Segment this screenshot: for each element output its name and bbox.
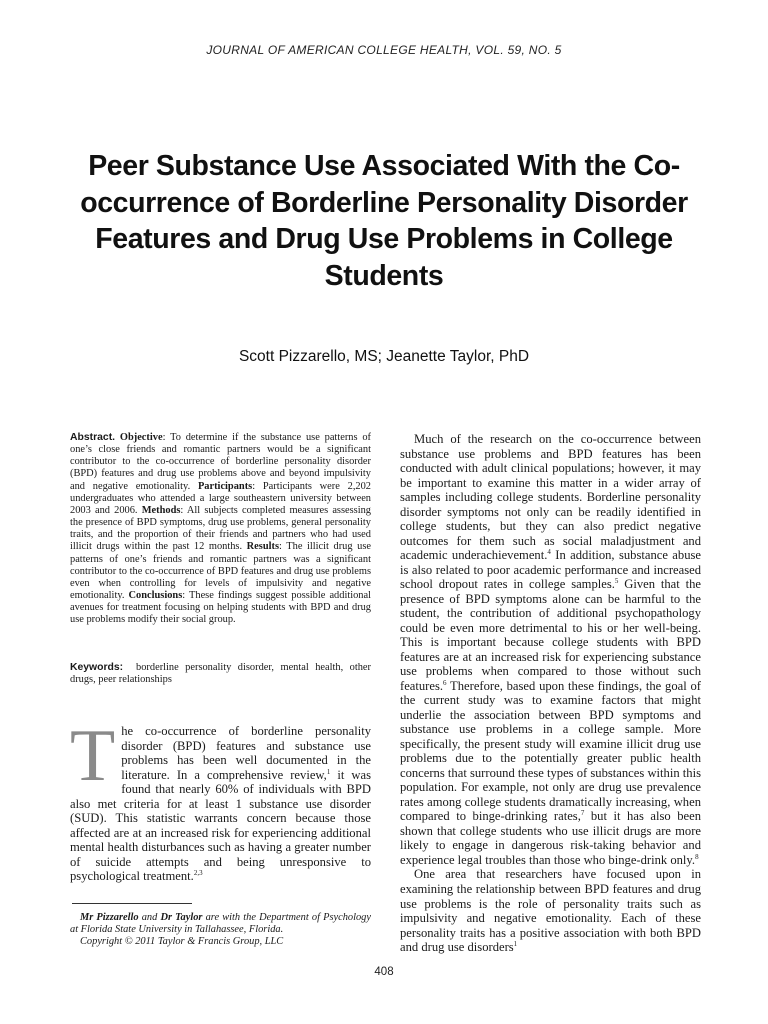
citation-ref: 6 [443,678,447,687]
methods-label: Methods [141,504,181,516]
objective-label: Objective [119,432,163,443]
drop-cap: T [70,715,116,797]
participants-label: Participants [197,480,253,492]
abstract [70,432,371,627]
body-text: Much of the research on the co-occurrence between substance use problems and BPD features has been conducted with adult clinical populations; however, it may be important to examine this matter in a wider array of samples including college students. Borderline personality disorder symptoms not only can be readily identified in college students, but they can also predict negative outcomes for them such as social maladjustment and academic underachievement. [400,432,701,563]
page-number: 408 [374,966,394,978]
body-paragraph [400,867,701,954]
body-text: One area that researchers have focused upon in examining the relationship between BPD features and drug use problems is the role of personality traits such as impulsivity and negative emotionality. Each of these personality traits has a positive association with both BPD and drug use disorders [400,867,701,955]
abstract-heading: Abstract. [70,432,116,443]
conclusions-text: : These findings suggest possible additional avenues for treatment focusing on helping students with BPD and drug use problems modify their social group. [70,590,371,626]
keywords [70,662,371,686]
citation-ref: 1 [513,939,518,948]
author-name: Dr Taylor [160,912,203,923]
body-text: In addition, substance abuse is also related to poor academic performance and increased school dropout rates in college samples. [400,548,701,592]
objective-text: : To determine if the substance use patterns of one’s close friends and romantic partners would be a significant contributor to the co-occurrence of borderline personality disorder (BPD) features and drug use problems above and beyond impulsivity and negative emotionality. [70,432,371,492]
body-paragraph [400,432,701,867]
methods-text: : All subjects completed measures assessing the presence of BPD symptoms, drug use problems, general personality traits, and the proportion of their friends and partners who had used illicit drugs within the past 12 months. [70,504,371,553]
citation-ref: 1 [326,767,331,776]
running-head: JOURNAL OF AMERICAN COLLEGE HEALTH, VOL. 59, NO. 5 [206,43,562,57]
citation-ref: 5 [614,576,619,585]
body-text: Therefore, based upon these findings, the goal of the current study was to examine factors that might underlie the association between BPD symptoms and substance use problems in a college sample. More specifically, the present study will examine illicit drug use problems due to the potentially greater public health concerns that surround these types of substances within this population. For example, not only are drug use prevalence rates among college students dramatically increasing, when compared to binge-drinking rates, [400,678,701,824]
author-name: Mr Pizzarello [80,912,139,923]
citation-ref: 2,3 [193,869,203,878]
author-affiliation-footnote [70,912,371,949]
right-column [400,432,701,955]
body-text: but it has also been shown that college students who use illicit drugs are more likely to engage in dangerous risk-taking behavior and experience legal troubles than those who binge-drink only. [400,809,701,867]
author-line: Scott Pizzarello, MS; Jeanette Taylor, PhD [238,348,530,365]
citation-ref: 4 [547,547,551,556]
footnote-connector: and [138,912,161,923]
citation-ref: 8 [695,852,699,861]
keywords-text: borderline personality disorder, mental health, other drugs, peer relationships [70,662,371,686]
results-label: Results [246,541,279,553]
copyright-notice: Copyright © 2011 Taylor & Francis Group, LLC [80,936,284,948]
article-title: Peer Substance Use Associated With the Co-occurrence of Borderline Personality Disorder Features and Drug Use Problems in College Students [80,150,688,292]
footnote-text: are with the Department of Psychology at Florida State University in Tallahassee, Florida. [70,912,371,936]
conclusions-label: Conclusions [128,590,183,602]
citation-ref: 7 [580,809,585,818]
keywords-label: Keywords: [70,662,124,673]
results-text: : The illicit drug use patterns of one’s friends and romantic partners was a significant contributor to the co-occurrence of BPD features and drug use problems even when controlling for levels of impulsivity and negative emotionality. [70,541,371,602]
intro-text-a: he co-occurrence of borderline personality disorder (BPD) features and substance use problems has been well documented in the literature. In a comprehensive review, [121,724,371,782]
participants-text: : Participants were 2,202 undergraduates who attended a large southeastern university between 2003 and 2006. [70,480,371,516]
intro-text-b: it was found that nearly 60% of individuals with BPD also met criteria for at least 1 substance use disorder (SUD). This statistic warrants concern because those affected are at an increased risk for experiencing additional mental health disturbances such as having a greater number of suicide attempts and being unresponsive to psychological treatment. [70,767,371,884]
body-text: Given that the presence of BPD symptoms alone can be harmful to the student, the contribution of additional psychopathology could be even more detrimental to his or her well-being. This is important because college students with BPD features are at an increased risk for experiencing substance use problems when compared to those without such features. [400,577,701,693]
footnote-rule [72,903,192,904]
intro-paragraph [70,715,371,884]
